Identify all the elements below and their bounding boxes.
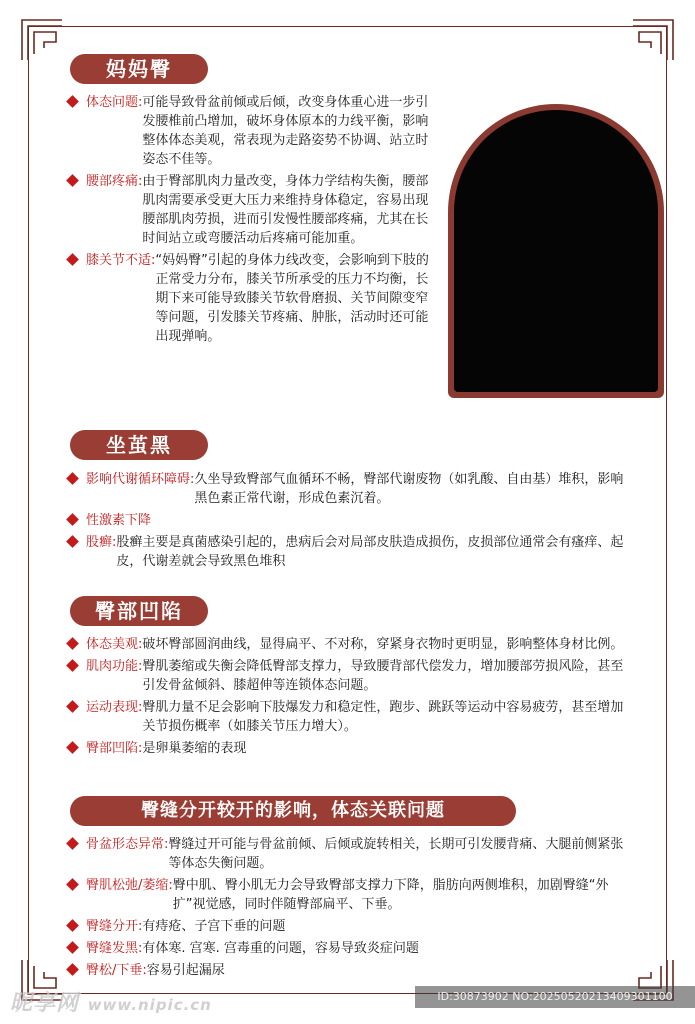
arch-image-placeholder [454, 110, 658, 392]
item-label: 膝关节不适: [86, 253, 156, 268]
item-label: 臀肌松弛/萎缩: [86, 878, 173, 893]
list-item [70, 470, 625, 508]
item-text: 臀肌萎缩或失衡会降低臀部支撑力，导致腰背部代偿发力，增加腰部劳损风险，甚至引发骨盆倾斜、膝超伸等连锁体态问题。 [142, 659, 624, 693]
section-title-tun-bu-ao-xian: 臀部凹陷 [70, 596, 208, 626]
list-item [70, 635, 625, 654]
watermark [10, 986, 212, 1017]
item-text: 臀中肌、臀小肌无力会导致臀部支撑力下降，脂肪向两侧堆积，加剧臀缝“外扩”视觉感，同时伴随臀部扁平、下垂。 [172, 878, 609, 912]
list-item [70, 917, 625, 936]
item-text: “妈妈臀”引起的身体力线改变，会影响到下肢的正常受力分布，膝关节所承受的压力不均衡，长期下来可能导致膝关节软骨磨损、关节间隙变窄等问题，引发膝关节疼痛、肿胀，活动时还可能出现弹响。 [155, 253, 429, 344]
section-tun-bu-ao-xian [70, 635, 625, 761]
item-label: 臀缝分开: [86, 919, 143, 934]
list-item [70, 93, 440, 169]
arch-image-frame [448, 104, 664, 398]
item-text [151, 511, 625, 530]
item-label: 体态美观: [86, 637, 143, 652]
list-item [70, 961, 625, 980]
section-title-mama-tun: 妈妈臀 [70, 54, 208, 84]
item-text: 容易引起漏尿 [146, 963, 225, 978]
item-text: 久坐导致臀部气血循环不畅，臀部代谢废物（如乳酸、自由基）堆积，影响黑色素正常代谢，形成色素沉着。 [194, 472, 624, 506]
watermark-url: www.nipic.cn [87, 996, 212, 1014]
item-label: 体态问题: [86, 95, 143, 110]
image-id-strip: ID:30873902 NO:20250520213409301100 [415, 986, 695, 1008]
list-item [70, 739, 625, 758]
item-text: 是卵巢萎缩的表现 [142, 741, 247, 756]
item-text: 股癣主要是真菌感染引起的，患病后会对局部皮肤造成损伤，皮损部位通常会有瘙痒、起皮，代谢差就会导致黑色堆积 [116, 535, 624, 569]
list-item [70, 511, 625, 530]
section-tun-feng [70, 835, 625, 983]
list-item [70, 251, 440, 346]
corner-ornament-top-right [631, 18, 675, 62]
list-item [70, 533, 625, 571]
item-text: 可能导致骨盆前倾或后倾，改变身体重心进一步引发腰椎前凸增加，破坏身体原本的力线平衡，影响整体体态美观，常表现为走路姿势不协调、站立时姿态不佳等。 [142, 95, 429, 167]
item-label: 影响代谢循环障碍: [86, 472, 195, 487]
item-label: 臀松/下垂: [86, 963, 147, 978]
item-label: 性激素下降 [86, 513, 152, 528]
item-text: 破坏臀部圆润曲线，显得扁平、不对称，穿紧身衣物时更明显，影响整体身材比例。 [142, 637, 624, 652]
item-label: 臀缝发黑: [86, 941, 143, 956]
item-label: 腰部疼痛: [86, 174, 143, 189]
item-label: 骨盆形态异常: [86, 837, 169, 852]
section-title-tun-feng: 臀缝分开较开的影响，体态关联问题 [70, 796, 516, 826]
item-text: 臀肌力量不足会影响下肢爆发力和稳定性，跑步、跳跃等运动中容易疲劳，甚至增加关节损伤概率（如膝关节压力增大）。 [142, 700, 624, 734]
watermark-brand: 昵享网 [10, 991, 80, 1016]
item-text: 臀缝过开可能与骨盆前倾、后倾或旋转相关，长期可引发腰背痛、大腿前侧紧张等体态失衡问题。 [168, 837, 624, 871]
list-item [70, 939, 625, 958]
section-mama-tun [70, 93, 440, 349]
list-item [70, 876, 625, 914]
corner-ornament-top-left [20, 18, 64, 62]
item-label: 肌肉功能: [86, 659, 143, 674]
section-title-zuo-jian-hei: 坐茧黑 [70, 430, 208, 460]
item-label: 臀部凹陷: [86, 741, 143, 756]
item-text: 有体寒. 宫寒. 宫毒重的问题，容易导致炎症问题 [142, 941, 419, 956]
list-item [70, 172, 440, 248]
item-label: 运动表现: [86, 700, 143, 715]
list-item [70, 698, 625, 736]
list-item [70, 835, 625, 873]
section-zuo-jian-hei [70, 470, 625, 574]
item-text: 由于臀部肌肉力量改变，身体力学结构失衡，腰部肌肉需要承受更大压力来维持身体稳定，容易出现腰部肌肉劳损，进而引发慢性腰部疼痛，尤其在长时间站立或弯腰活动后疼痛可能加重。 [142, 174, 429, 246]
item-text: 有痔疮、子宫下垂的问题 [142, 919, 286, 934]
list-item [70, 657, 625, 695]
item-label: 股癣: [86, 535, 117, 550]
